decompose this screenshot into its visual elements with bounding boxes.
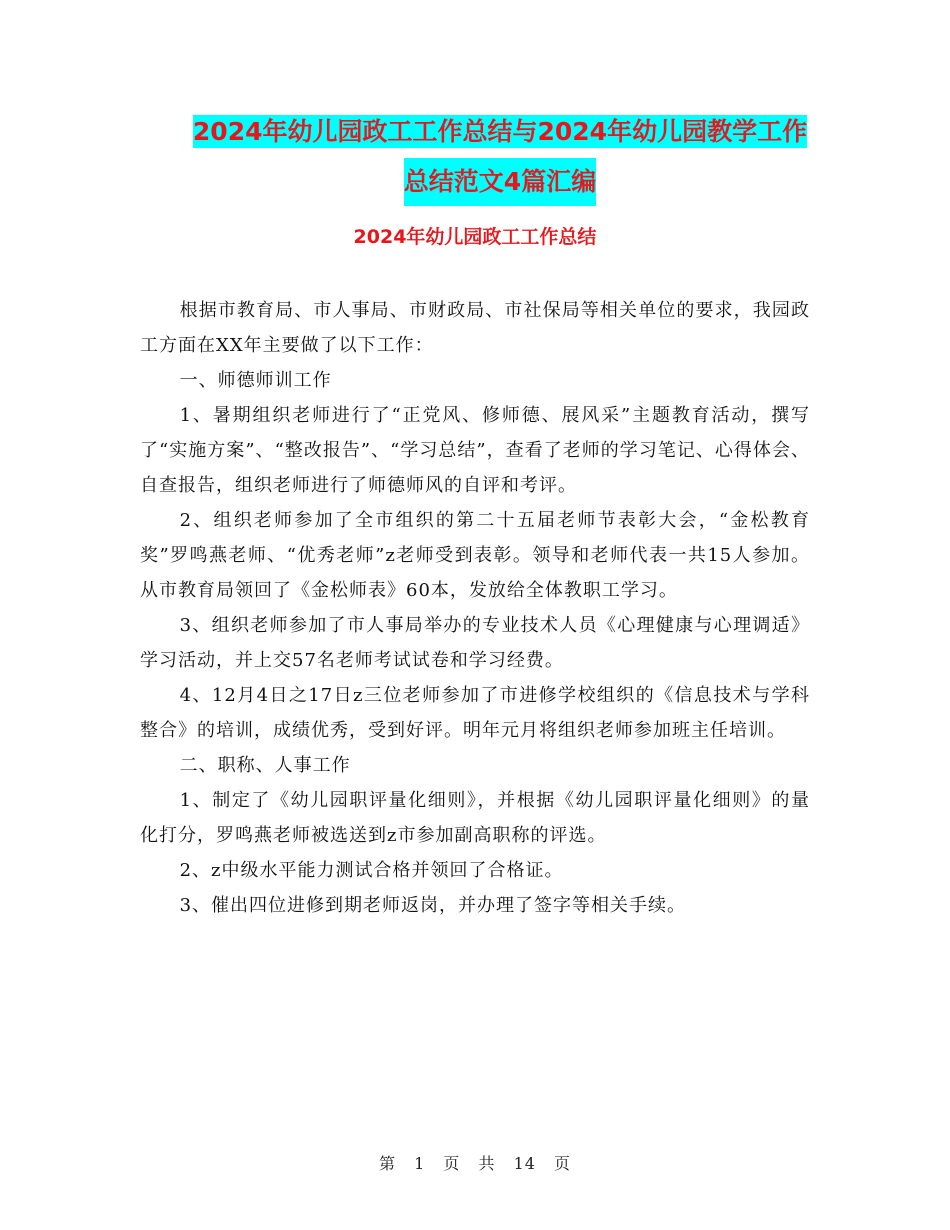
- body-paragraph: 3、组织老师参加了市人事局举办的专业技术人员《心理健康与心理调适》学习活动，并上交57名老师考试试卷和学习经费。: [140, 615, 810, 671]
- page-label-mid: 页: [443, 1154, 461, 1173]
- total-prefix: 共: [478, 1154, 496, 1173]
- page-footer: [0, 1152, 950, 1176]
- document-body: [140, 293, 810, 923]
- body-paragraph: 4、12月4日之17日z三位老师参加了市进修学校组织的《信息技术与学科整合》的培训，成绩优秀，受到好评。明年元月将组织老师参加班主任培训。: [140, 685, 810, 741]
- body-paragraph: 3、催出四位进修到期老师返岗，并办理了签字等相关手续。: [179, 895, 687, 916]
- body-paragraph: 2、组织老师参加了全市组织的第二十五届老师节表彰大会，“金松教育奖”罗鸣燕老师、“优秀老师”z老师受到表彰。领导和老师代表一共15人参加。从市教育局领回了《金松师表》60本，发放给全体教职工学习。: [140, 510, 810, 601]
- total-suffix: 页: [554, 1154, 572, 1173]
- body-paragraph: 1、暑期组织老师进行了“正党风、修师德、展风采”主题教育活动，撰写了“实施方案”、“整改报告”、“学习总结”，查看了老师的学习笔记、心得体会、自查报告，组织老师进行了师德师风的自评和考评。: [140, 405, 810, 496]
- total-pages: 14: [513, 1154, 536, 1173]
- body-paragraph: 根据市教育局、市人事局、市财政局、市社保局等相关单位的要求，我园政工方面在XX年主要做了以下工作：: [140, 300, 810, 356]
- body-paragraph: 2、z中级水平能力测试合格并领回了合格证。: [179, 860, 564, 881]
- page-number: 1: [414, 1154, 426, 1173]
- document-title: [120, 110, 880, 206]
- document-title-line1: 2024年幼儿园政工工作总结与2024年幼儿园教学工作: [192, 117, 808, 146]
- page-label-prefix: 第: [378, 1154, 396, 1173]
- body-paragraph: 1、制定了《幼儿园职评量化细则》，并根据《幼儿园职评量化细则》的量化打分，罗鸣燕老师被选送到z市参加副高职称的评选。: [140, 790, 810, 846]
- section-heading: 二、职称、人事工作: [179, 755, 351, 776]
- document-title-line2: 总结范文4篇汇编: [404, 158, 596, 206]
- section-title: 2024年幼儿园政工工作总结: [353, 226, 597, 248]
- section-heading: 一、师德师训工作: [179, 370, 332, 391]
